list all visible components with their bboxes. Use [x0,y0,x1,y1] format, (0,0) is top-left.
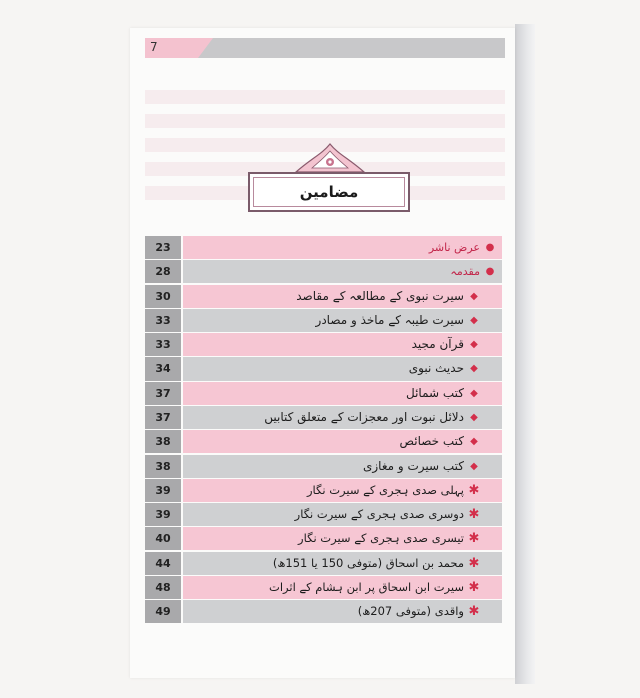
toc-row[interactable] [145,285,502,308]
toc-page-number: 44 [145,552,181,575]
diamond-bullet-icon: ◆ [470,387,478,399]
toc-row[interactable] [145,333,502,356]
toc-entry-label: کتب خصائص [399,434,464,449]
toc-row[interactable] [145,309,502,332]
toc-entry-bar [183,430,502,453]
toc-entry-label: پہلی صدی ہجری کے سیرت نگار [306,482,464,497]
toc-entry-bar [183,333,502,356]
toc-page-number: 48 [145,576,181,599]
diamond-bullet-icon: ◆ [470,363,478,375]
toc-page-number: 38 [145,430,181,453]
toc-row[interactable] [145,357,502,380]
toc-entry-label: محمد بن اسحاق (متوفی 150 یا 151ھ) [272,555,464,570]
toc-page-number: 37 [145,382,181,405]
toc-entry-bar [183,236,502,259]
toc-entry-label: حدیث نبوی [408,361,464,376]
toc-page-number: 49 [145,600,181,623]
toc-row[interactable] [145,260,502,283]
page-number: 7 [150,40,158,54]
toc-entry-label: کتب شمائل [405,385,464,400]
star-bullet-icon: ✱ [468,507,480,523]
page-edge [515,24,535,684]
toc-row[interactable] [145,527,502,550]
diamond-bullet-icon: ◆ [470,339,478,351]
dot-bullet-icon: ● [485,266,495,278]
toc-entry-bar [183,479,502,502]
toc-entry-bar [183,309,502,332]
toc-entry-label: کتب سیرت و مغازی [362,458,464,473]
table-of-contents [145,236,502,625]
page-header [145,38,505,58]
toc-page-number: 34 [145,357,181,380]
toc-row[interactable] [145,430,502,453]
toc-entry-label: سیرت طیبہ کے ماخذ و مصادر [315,312,464,327]
toc-row[interactable] [145,479,502,502]
toc-title-frame [248,172,410,212]
star-bullet-icon: ✱ [468,604,480,620]
toc-entry-label: واقدی (متوفی 207ھ) [357,604,464,619]
toc-page-number: 37 [145,406,181,429]
toc-page-number: 38 [145,455,181,478]
toc-row[interactable] [145,576,502,599]
toc-entry-bar [183,382,502,405]
toc-entry-bar [183,503,502,526]
toc-entry-bar [183,455,502,478]
toc-entry-bar [183,527,502,550]
toc-page-number: 33 [145,333,181,356]
toc-entry-label: عرض ناشر [428,241,480,254]
toc-row[interactable] [145,236,502,259]
toc-page-number: 40 [145,527,181,550]
toc-entry-bar [183,285,502,308]
toc-entry-label: سیرت نبوی کے مطالعہ کے مقاصد [296,288,464,303]
toc-page-number: 28 [145,260,181,283]
toc-row[interactable] [145,600,502,623]
toc-page-number: 39 [145,479,181,502]
toc-entry-label: قرآن مجید [411,337,464,352]
toc-page-number: 23 [145,236,181,259]
diamond-bullet-icon: ◆ [470,436,478,448]
toc-entry-label: تیسری صدی ہجری کے سیرت نگار [298,531,464,546]
toc-entry-label: سیرت ابن اسحاق پر ابن ہشام کے اثرات [269,579,464,594]
toc-title: مضامین [299,183,359,201]
star-bullet-icon: ✱ [468,579,480,595]
toc-row[interactable] [145,552,502,575]
toc-row[interactable] [145,503,502,526]
toc-entry-label: دوسری صدی ہجری کے سیرت نگار [294,507,464,522]
toc-entry-bar [183,406,502,429]
toc-entry-bar [183,357,502,380]
toc-row[interactable] [145,406,502,429]
diamond-bullet-icon: ◆ [470,411,478,423]
toc-entry-label: مقدمہ [450,265,480,279]
toc-page-number: 30 [145,285,181,308]
toc-row[interactable] [145,382,502,405]
toc-entry-bar [183,260,502,283]
diamond-bullet-icon: ◆ [470,460,478,472]
toc-entry-label: دلائل نبوت اور معجزات کے متعلق کتابیں [264,409,464,424]
toc-entry-bar [183,552,502,575]
dot-bullet-icon: ● [485,242,495,253]
star-bullet-icon: ✱ [468,555,480,571]
toc-entry-bar [183,600,502,623]
toc-row[interactable] [145,455,502,478]
toc-entry-bar [183,576,502,599]
toc-page-number: 39 [145,503,181,526]
diamond-bullet-icon: ◆ [470,314,478,326]
ornament-icon [290,142,370,176]
star-bullet-icon: ✱ [468,482,480,498]
toc-page-number: 33 [145,309,181,332]
star-bullet-icon: ✱ [468,531,480,547]
diamond-bullet-icon: ◆ [470,290,478,302]
